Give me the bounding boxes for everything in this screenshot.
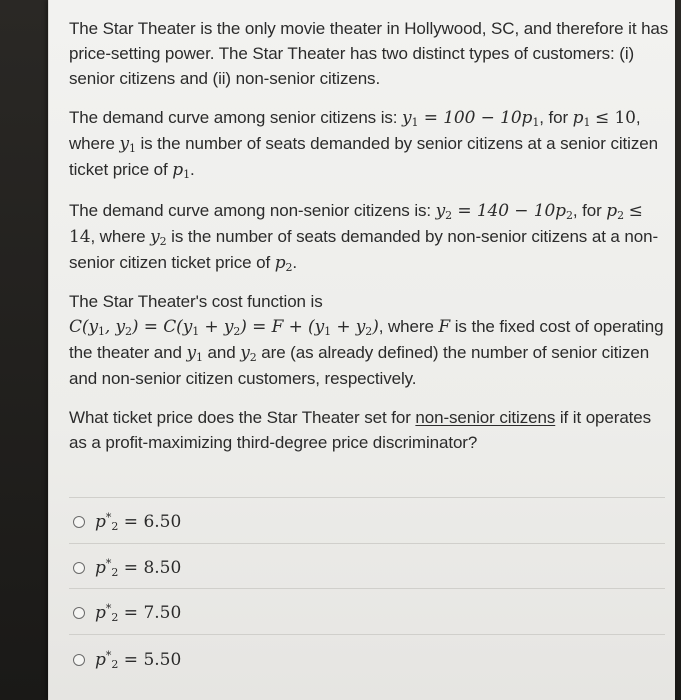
option-label: $p^*_2 = 5.50$ [95, 649, 182, 671]
cost-function-equation: $C(y_1$, $y_2) = C(y_1 + y_2) = F + (y_1 + y_2)$ [69, 317, 379, 338]
option-divider [69, 497, 665, 498]
intro-paragraph: The Star Theater is the only movie theater in Hollywood, SC, and therefore it has price-setting power. The Star Theater has two distinct types of customers: (i) senior citizens and (ii) non-senior citizens. [69, 19, 669, 88]
cost-function-lead: The Star Theater's cost function is [69, 292, 323, 311]
non-senior-demand-equation: $y_2 = 140 - 10p_2$ [435, 201, 573, 222]
answer-option-1[interactable] [73, 509, 181, 535]
question-text [69, 405, 669, 455]
option-divider [69, 588, 665, 589]
senior-demand-paragraph: The demand curve among senior citizens is: $y_1 = 100 - 10p_1$, for $p_1 \le 10$, where $y_1$ is the number of seats demanded by senior citizens at a senior citizen ticket price of $p_1$. [69, 108, 658, 181]
senior-demand-equation: $y_1 = 100 - 10p_1$ [402, 108, 540, 129]
radio-button-icon[interactable] [73, 654, 85, 666]
radio-button-icon[interactable] [73, 562, 85, 574]
option-label: $p^*_2 = 7.50$ [95, 602, 182, 624]
question-after: if it operates as a profit-maximizing third-degree price discriminator? [69, 408, 652, 452]
answer-option-4[interactable] [73, 647, 181, 673]
question-card [48, 0, 675, 700]
non-senior-demand-lead: The demand curve among non-senior citizens is: [69, 201, 436, 220]
option-divider [69, 634, 665, 635]
option-label: $p^*_2 = 6.50$ [95, 511, 182, 533]
option-label: $p^*_2 = 8.50$ [95, 557, 182, 579]
cost-function-paragraph: The Star Theater's cost function is $C(y_1$, $y_2) = C(y_1 + y_2) = F + (y_1 + y_2)$, where F is the fixed cost of operating the theater and $y_1$ and $y_2$ are (as already defined) the number of senior citizen and non-senior citizen customers, respectively. [69, 292, 664, 388]
non-senior-demand-paragraph: The demand curve among non-senior citizens is: $y_2 = 140 - 10p_2$, for $p_2 \le 14$, where $y_2$ is the number of seats demanded by non-senior citizens at a non-senior citizen ticket price of $p_2$. [69, 201, 659, 274]
radio-button-icon[interactable] [73, 516, 85, 528]
answer-option-3[interactable] [73, 600, 181, 626]
answer-option-2[interactable] [73, 555, 181, 581]
question-before: What ticket price does the Star Theater set for [69, 408, 416, 427]
senior-demand-lead: The demand curve among senior citizens is: [69, 108, 403, 127]
radio-button-icon[interactable] [73, 607, 85, 619]
question-underlined: non-senior citizens [415, 408, 556, 427]
option-divider [69, 543, 665, 544]
